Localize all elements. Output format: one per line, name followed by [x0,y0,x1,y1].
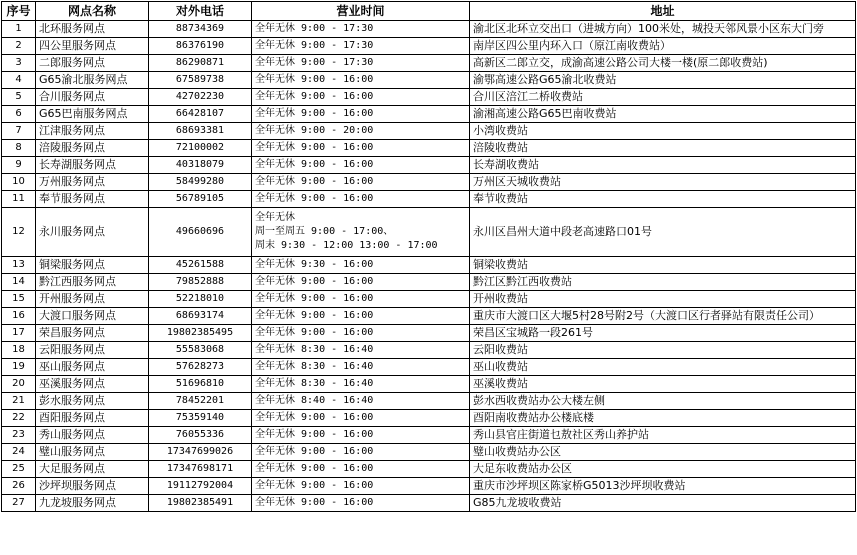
outlet-name: 九龙坡服务网点 [36,495,149,512]
table-row [2,410,856,427]
outlet-name: 涪陵服务网点 [36,140,149,157]
header-name: 网点名称 [36,2,149,21]
outlet-hours [252,174,470,191]
row-number: 23 [2,427,36,444]
row-number: 22 [2,410,36,427]
outlet-address: 璧山收费站办公区 [470,444,856,461]
table-row [2,325,856,342]
row-number: 13 [2,257,36,274]
outlet-phone: 19802385495 [149,325,252,342]
hours-line: 全年无休 9:00 - 16:00 [255,74,374,85]
outlet-hours [252,38,470,55]
table-row [2,444,856,461]
table-row [2,38,856,55]
table-row [2,393,856,410]
outlet-phone: 19802385491 [149,495,252,512]
outlet-address: 巫山收费站 [470,359,856,376]
outlet-address: 合川区涪江二桥收费站 [470,89,856,106]
row-number: 5 [2,89,36,106]
outlet-name: 云阳服务网点 [36,342,149,359]
row-number: 2 [2,38,36,55]
outlet-hours [252,140,470,157]
outlet-hours [252,21,470,38]
outlet-hours [252,274,470,291]
row-number: 10 [2,174,36,191]
row-number: 7 [2,123,36,140]
outlet-hours [252,478,470,495]
outlet-address: 重庆市沙坪坝区陈家桥G5013沙坪坝收费站 [470,478,856,495]
hours-line: 全年无休 9:30 - 16:00 [255,259,374,270]
outlet-phone: 86290871 [149,55,252,72]
table-row [2,427,856,444]
outlet-address: 云阳收费站 [470,342,856,359]
outlet-phone: 76055336 [149,427,252,444]
outlet-name: 大渡口服务网点 [36,308,149,325]
outlet-phone: 49660696 [149,208,252,257]
table-row [2,342,856,359]
outlet-phone: 56789105 [149,191,252,208]
outlet-phone: 17347699026 [149,444,252,461]
outlet-phone: 78452201 [149,393,252,410]
row-number: 9 [2,157,36,174]
table-row [2,359,856,376]
outlet-hours [252,393,470,410]
outlet-phone: 88734369 [149,21,252,38]
outlet-name: 酉阳服务网点 [36,410,149,427]
outlet-hours [252,191,470,208]
table-row [2,106,856,123]
outlet-address: 南岸区四公里内环入口（原江南收费站） [470,38,856,55]
hours-line: 全年无休 9:00 - 16:00 [255,91,374,102]
table-row [2,55,856,72]
header-address: 地址 [470,2,856,21]
row-number: 27 [2,495,36,512]
table-row [2,308,856,325]
outlet-hours [252,72,470,89]
outlet-address: 长寿湖收费站 [470,157,856,174]
table-row [2,140,856,157]
outlet-address: 万州区天城收费站 [470,174,856,191]
outlet-hours [252,427,470,444]
outlet-hours [252,342,470,359]
hours-line: 全年无休 9:00 - 16:00 [255,159,374,170]
hours-line: 全年无休 9:00 - 16:00 [255,108,374,119]
table-row [2,89,856,106]
hours-line: 全年无休 9:00 - 17:30 [255,57,374,68]
hours-line: 全年无休 9:00 - 17:30 [255,40,374,51]
outlet-address: 高新区二郎立交，成渝高速公路公司大楼一楼(原二郎收费站) [470,55,856,72]
outlet-hours [252,123,470,140]
outlet-phone: 55583068 [149,342,252,359]
outlet-phone: 68693174 [149,308,252,325]
row-number: 15 [2,291,36,308]
outlet-address: 黔江区黔江西收费站 [470,274,856,291]
outlet-address: 渝鄂高速公路G65渝北收费站 [470,72,856,89]
outlet-address: 重庆市大渡口区大堰5村28号附2号（大渡口区行者驿站有限责任公司） [470,308,856,325]
hours-line: 全年无休 8:30 - 16:40 [255,361,374,372]
outlet-address: G85九龙坡收费站 [470,495,856,512]
outlet-hours [252,208,470,257]
outlet-phone: 40318079 [149,157,252,174]
outlet-name: 长寿湖服务网点 [36,157,149,174]
table-row [2,376,856,393]
outlet-phone: 68693381 [149,123,252,140]
row-number: 11 [2,191,36,208]
table-row [2,291,856,308]
outlet-name: 黔江西服务网点 [36,274,149,291]
table-row [2,123,856,140]
hours-line: 周一至周五 9:00 - 17:00、 [255,226,394,237]
outlet-name: 彭水服务网点 [36,393,149,410]
outlet-hours [252,376,470,393]
outlet-hours [252,495,470,512]
outlet-address: 渝湘高速公路G65巴南收费站 [470,106,856,123]
row-number: 21 [2,393,36,410]
row-number: 19 [2,359,36,376]
row-number: 1 [2,21,36,38]
hours-line: 全年无休 9:00 - 16:00 [255,293,374,304]
table-row [2,478,856,495]
row-number: 26 [2,478,36,495]
hours-line: 全年无休 9:00 - 16:00 [255,176,374,187]
hours-line: 全年无休 8:30 - 16:40 [255,378,374,389]
outlet-name: 二郎服务网点 [36,55,149,72]
outlet-phone: 51696810 [149,376,252,393]
outlet-name: 万州服务网点 [36,174,149,191]
outlet-hours [252,444,470,461]
row-number: 14 [2,274,36,291]
outlet-phone: 58499280 [149,174,252,191]
outlet-phone: 57628273 [149,359,252,376]
outlet-address: 铜梁收费站 [470,257,856,274]
hours-line: 全年无休 9:00 - 16:00 [255,142,374,153]
outlet-address: 永川区昌州大道中段老高速路口01号 [470,208,856,257]
hours-line: 全年无休 9:00 - 16:00 [255,327,374,338]
row-number: 20 [2,376,36,393]
hours-line: 周末 9:30 - 12:00 13:00 - 17:00 [255,240,438,251]
hours-line: 全年无休 9:00 - 16:00 [255,446,374,457]
hours-line: 全年无休 9:00 - 16:00 [255,429,374,440]
hours-line: 全年无休 8:30 - 16:40 [255,344,374,355]
outlet-hours [252,89,470,106]
outlet-name: G65渝北服务网点 [36,72,149,89]
hours-line: 全年无休 9:00 - 20:00 [255,125,374,136]
outlet-hours [252,410,470,427]
hours-line: 全年无休 8:40 - 16:40 [255,395,374,406]
outlet-hours [252,106,470,123]
outlet-phone: 17347698171 [149,461,252,478]
outlet-name: 开州服务网点 [36,291,149,308]
outlet-name: 巫溪服务网点 [36,376,149,393]
outlet-name: 奉节服务网点 [36,191,149,208]
row-number: 16 [2,308,36,325]
row-number: 17 [2,325,36,342]
outlet-address: 奉节收费站 [470,191,856,208]
table-row [2,257,856,274]
table-row [2,157,856,174]
outlet-name: 荣昌服务网点 [36,325,149,342]
hours-line: 全年无休 9:00 - 16:00 [255,310,374,321]
row-number: 8 [2,140,36,157]
outlet-address: 大足东收费站办公区 [470,461,856,478]
outlet-name: 秀山服务网点 [36,427,149,444]
outlet-hours [252,359,470,376]
outlet-phone: 67589738 [149,72,252,89]
outlet-name: 璧山服务网点 [36,444,149,461]
row-number: 24 [2,444,36,461]
outlet-hours [252,325,470,342]
outlet-phone: 72100002 [149,140,252,157]
outlet-phone: 45261588 [149,257,252,274]
outlet-name: 永川服务网点 [36,208,149,257]
outlet-address: 开州收费站 [470,291,856,308]
outlet-hours [252,308,470,325]
table-row [2,495,856,512]
hours-line: 全年无休 9:00 - 16:00 [255,480,374,491]
outlet-name: 合川服务网点 [36,89,149,106]
outlet-phone: 42702230 [149,89,252,106]
outlet-name: 大足服务网点 [36,461,149,478]
outlet-hours [252,257,470,274]
header-row [2,2,856,21]
outlet-name: 北环服务网点 [36,21,149,38]
outlet-name: 巫山服务网点 [36,359,149,376]
outlet-hours [252,291,470,308]
outlet-name: 四公里服务网点 [36,38,149,55]
row-number: 6 [2,106,36,123]
hours-line: 全年无休 9:00 - 16:00 [255,193,374,204]
outlet-name: 江津服务网点 [36,123,149,140]
service-outlets-table [1,1,856,512]
row-number: 25 [2,461,36,478]
outlet-name: G65巴南服务网点 [36,106,149,123]
hours-line: 全年无休 9:00 - 16:00 [255,463,374,474]
row-number: 3 [2,55,36,72]
row-number: 4 [2,72,36,89]
outlet-hours [252,157,470,174]
outlet-phone: 75359140 [149,410,252,427]
outlet-address: 彭水西收费站办公大楼左侧 [470,393,856,410]
outlet-hours [252,461,470,478]
row-number: 12 [2,208,36,257]
outlet-address: 酉阳南收费站办公楼底楼 [470,410,856,427]
outlet-name: 铜梁服务网点 [36,257,149,274]
outlet-address: 小湾收费站 [470,123,856,140]
header-phone: 对外电话 [149,2,252,21]
outlet-phone: 52218010 [149,291,252,308]
hours-line: 全年无休 9:00 - 16:00 [255,412,374,423]
hours-line: 全年无休 9:00 - 16:00 [255,276,374,287]
table-row [2,191,856,208]
hours-line: 全年无休 [255,212,295,223]
hours-line: 全年无休 9:00 - 17:30 [255,23,374,34]
hours-line: 全年无休 9:00 - 16:00 [255,497,374,508]
table-row [2,208,856,257]
outlet-address: 涪陵收费站 [470,140,856,157]
table-row [2,21,856,38]
outlet-address: 荣昌区宝城路一段261号 [470,325,856,342]
row-number: 18 [2,342,36,359]
table-body [2,21,856,512]
table-row [2,174,856,191]
outlet-phone: 86376190 [149,38,252,55]
header-no: 序号 [2,2,36,21]
outlet-phone: 79852888 [149,274,252,291]
outlet-hours [252,55,470,72]
table-row [2,72,856,89]
outlet-phone: 66428107 [149,106,252,123]
outlet-phone: 19112792004 [149,478,252,495]
outlet-address: 巫溪收费站 [470,376,856,393]
header-hours: 营业时间 [252,2,470,21]
table-row [2,461,856,478]
outlet-address: 渝北区北环立交出口（进城方向）100米处，城投天邻风景小区东大门旁 [470,21,856,38]
table-row [2,274,856,291]
outlet-name: 沙坪坝服务网点 [36,478,149,495]
outlet-address: 秀山县官庄街道乜敖社区秀山养护站 [470,427,856,444]
